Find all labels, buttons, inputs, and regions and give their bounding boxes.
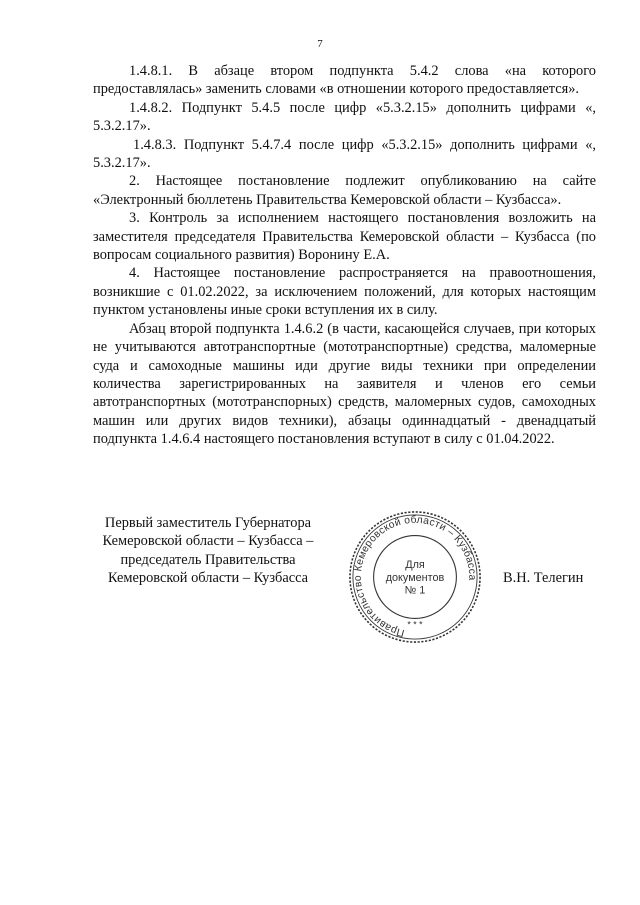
signatory-title-line: Кемеровской области – Кузбасса –	[102, 533, 314, 550]
paragraph-exceptions: Абзац второй подпункта 1.4.6.2 (в части, касающейся случаев, при которых не учитываются автотранспортные (мототранспортные) средства, маломерные суда и самоходные машины иди другие виды техники при определении количества зарегистрированных на заявителя и членов его семьи автотранспортных (мототранспорных) средств, маломерных судов, самоходных машин или других видов техники), абзацы одиннадцатый - двенадцатый подпункта 1.4.6.4 настоящего постановления вступают в силу с 01.04.2022.	[93, 320, 596, 448]
paragraph-1-4-8-3: 1.4.8.3. Подпункт 5.4.7.4 после цифр «5.3.2.15» дополнить цифрами «, 5.3.2.17».	[93, 136, 596, 172]
signatory-title-line: Кемеровской области – Кузбасса	[107, 570, 309, 587]
signer-name: В.Н. Телегин	[503, 570, 584, 586]
page-number: 7	[317, 38, 323, 50]
document-body	[93, 62, 596, 449]
seal-center-line: Для	[405, 559, 425, 572]
paragraph-1-4-8-1: 1.4.8.1. В абзаце втором подпункта 5.4.2 слова «на которого предоставлялась» заменить словами «в отношении которого предоставляется».	[93, 63, 596, 98]
official-seal-stamp	[346, 508, 484, 646]
signatory-title	[80, 514, 336, 588]
paragraph-4-effective-date: 4. Настоящее постановление распространяется на правоотношения, возникшие с 01.02.2022, за исключением положений, для которых настоящим пунктом установлены иные сроки вступления их в силу.	[93, 265, 596, 319]
seal-center-line: № 1	[404, 584, 426, 597]
seal-ring-text: Правительство Кемеровской области – Кузбасса	[352, 514, 478, 639]
signatory-title-line: Первый заместитель Губернатора	[104, 515, 312, 531]
paragraph-1-4-8-2: 1.4.8.2. Подпункт 5.4.5 после цифр «5.3.2.15» дополнить цифрами «, 5.3.2.17».	[93, 99, 596, 135]
seal-stars: * * *	[407, 619, 423, 630]
paragraph-2-publication: 2. Настоящее постановление подлежит опубликованию на сайте «Электронный бюллетень Правительства Кемеровской области – Кузбасса».	[93, 173, 596, 208]
signatory-title-line: председатель Правительства	[120, 551, 296, 568]
seal-center-line: документов	[385, 571, 445, 584]
paragraph-3-control: 3. Контроль за исполнением настоящего постановления возложить на заместителя председателя Правительства Кемеровской области – Кузбасса (по вопросам социального развития) Воронину Е.А.	[93, 210, 596, 264]
